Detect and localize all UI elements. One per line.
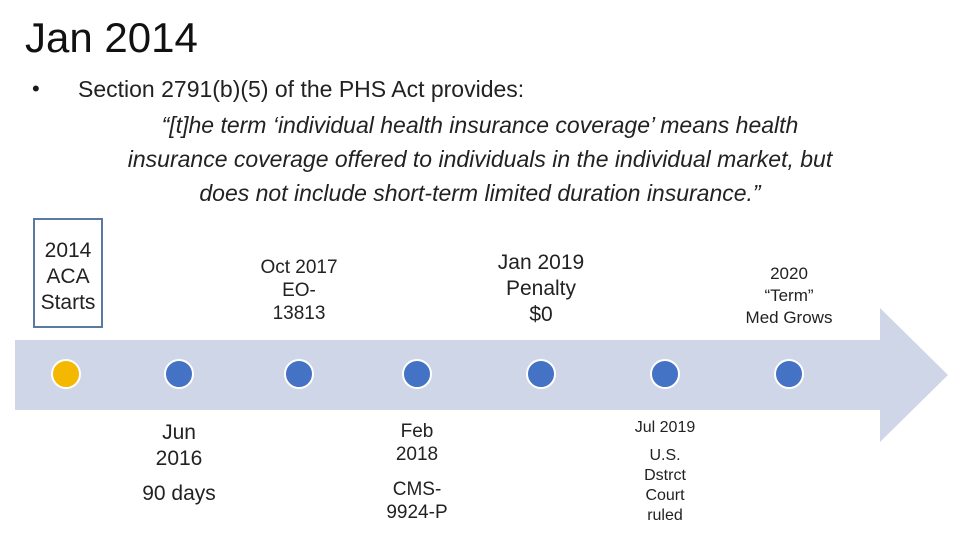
oct2017-line1: Oct 2017 (260, 257, 338, 278)
y2020-line3: Med Grows (745, 308, 833, 327)
feb2018-label (367, 420, 467, 466)
jan2019-line3: $0 (529, 303, 553, 326)
oct2017-label (239, 256, 359, 325)
jul2019-line5: ruled (647, 507, 683, 524)
jul2019-label (615, 418, 715, 438)
quote-line-1: “[t]he term ‘individual health insurance coverage’ means health (161, 112, 799, 138)
milestone-dot-jun2016 (165, 360, 193, 388)
slide-title: Jan 2014 (25, 14, 198, 61)
y2020-label (724, 263, 854, 329)
milestone-dot-2020 (775, 360, 803, 388)
jul2019-line1: Jul 2019 (634, 419, 696, 436)
aca-start-label (33, 238, 103, 316)
y2020-line1: 2020 (770, 264, 808, 283)
feb2018-line1: Feb (400, 421, 434, 442)
quote-line-2: insurance coverage offered to individuals in the individual market, but (127, 146, 833, 172)
aca-line1: ACA (46, 265, 90, 288)
milestone-dot-jan2019 (527, 360, 555, 388)
jul2019-court (615, 446, 715, 526)
oct2017-line2: EO- (282, 280, 316, 301)
quote-line-3: does not include short-term limited duration insurance.” (199, 180, 761, 206)
jul2019-line3: Dstrct (644, 467, 686, 484)
jan2019-line2: Penalty (505, 277, 577, 300)
aca-line2: Starts (40, 291, 96, 314)
feb2018-line3: CMS- (392, 479, 442, 500)
aca-year: 2014 (44, 239, 92, 262)
bullet-marker: • (32, 76, 40, 101)
jun2016-note: 90 days (142, 482, 216, 505)
feb2018-line2: 2018 (395, 444, 439, 465)
jul2019-line4: Court (645, 487, 685, 504)
bullet-text: Section 2791(b)(5) of the PHS Act provides: (78, 76, 525, 102)
milestone-dot-2014 (52, 360, 80, 388)
jan2019-line1: Jan 2019 (497, 251, 585, 274)
jun2016-date1: Jun (162, 421, 196, 444)
oct2017-line3: 13813 (272, 303, 326, 324)
jul2019-line2: U.S. (649, 447, 681, 464)
milestone-dot-jul2019 (651, 360, 679, 388)
jun2016-date2: 2016 (155, 447, 203, 470)
milestone-dot-feb2018 (403, 360, 431, 388)
y2020-line2: “Term” (764, 286, 814, 305)
feb2018-line4: 9924-P (386, 502, 448, 523)
feb2018-doc (367, 478, 467, 524)
jan2019-label (476, 250, 606, 328)
jun2016-label (129, 420, 229, 472)
milestone-dot-oct2017 (285, 360, 313, 388)
